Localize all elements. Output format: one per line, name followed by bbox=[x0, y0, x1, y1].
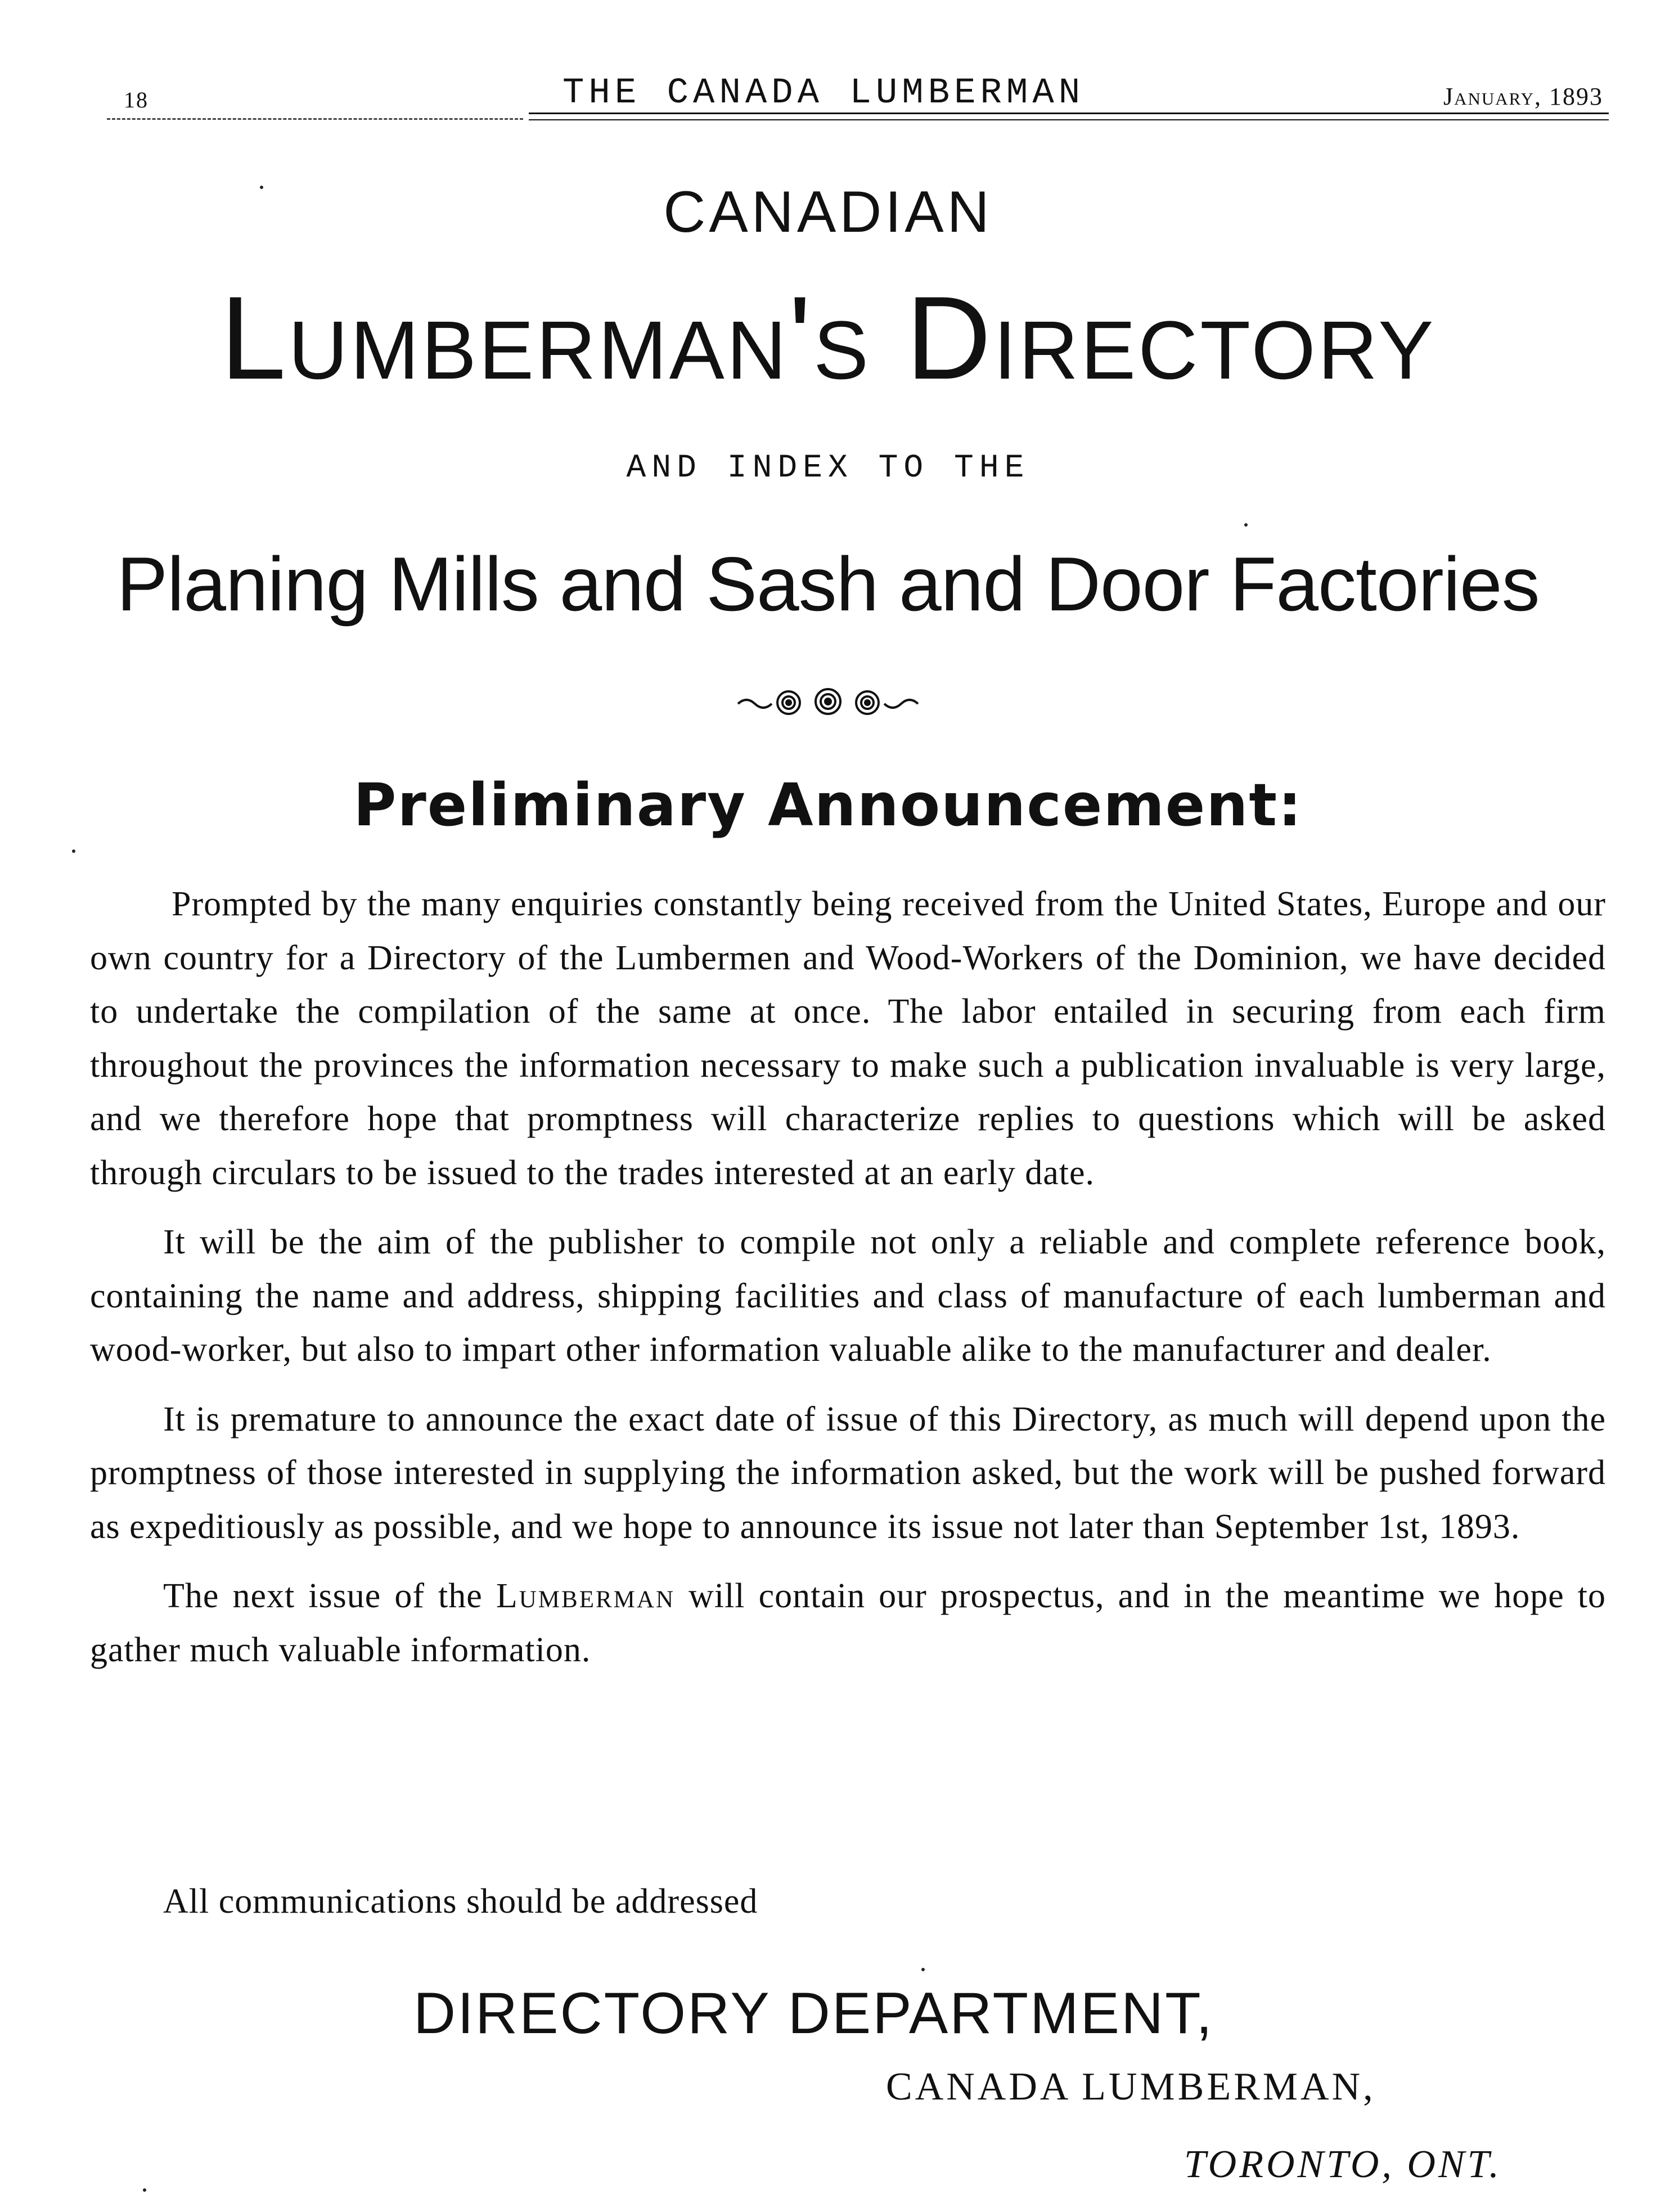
running-header bbox=[84, 68, 1609, 129]
page-number: 18 bbox=[124, 87, 148, 113]
announcement-heading: Preliminary Announcement: bbox=[353, 771, 1303, 839]
issue-date: January, 1893 bbox=[1443, 83, 1603, 110]
title-line-planing-mills: Planing Mills and Sash and Door Factories bbox=[116, 541, 1540, 627]
paragraph-text: The next issue of the bbox=[163, 1577, 496, 1615]
print-speck bbox=[72, 849, 75, 853]
address-city: TORONTO, ONT. bbox=[1184, 2143, 1502, 2186]
paragraph bbox=[90, 1570, 1606, 1677]
scroll-ornament-icon bbox=[0, 673, 1656, 729]
address-department: DIRECTORY DEPARTMENT, bbox=[413, 1981, 1214, 2046]
title-line-canadian: CANADIAN bbox=[663, 179, 993, 245]
print-speck bbox=[921, 1968, 925, 1971]
title-line-index: AND INDEX TO THE bbox=[626, 450, 1030, 487]
announcement-body bbox=[90, 878, 1606, 1693]
paragraph-text: will contain our prospectus, and in the meantime we hope to gather much valuable information. bbox=[90, 1577, 1606, 1669]
closing-line: All communications should be addressed bbox=[163, 1882, 758, 1921]
title-line-directory: Lumberman's Directory bbox=[220, 272, 1436, 404]
paragraph: It will be the aim of the publisher to compile not only a reliable and complete reference book, containing the name and address, shipping facilities and class of manufacture of each lumberman and wood-worker, but also to impart other information valuable alike to the manufacturer and dealer. bbox=[90, 1223, 1606, 1369]
paragraph: Prompted by the many enquiries constantly being received from the United States, Europe and our own country for a Directory of the Lumbermen and Wood-Workers of the Dominion, we have decided to undertake the compilation of the same at once. The labor entailed in securing from each firm throughout the provinces the information necessary to make such a publication invaluable is very large, and we therefore hope that promptness will characterize replies to questions which will be asked through circulars to be issued to the trades interested at an early date. bbox=[90, 885, 1606, 1192]
publication-reference: Lumberman bbox=[496, 1577, 676, 1615]
print-speck bbox=[260, 186, 263, 189]
publication-name: THE CANADA LUMBERMAN bbox=[562, 73, 1085, 114]
print-speck bbox=[1244, 523, 1248, 527]
header-rule bbox=[529, 113, 1609, 114]
print-speck bbox=[143, 2188, 146, 2192]
header-dashed-rule bbox=[107, 118, 523, 120]
address-paper: CANADA LUMBERMAN, bbox=[886, 2065, 1376, 2108]
header-rule-thin bbox=[529, 119, 1609, 120]
paragraph: It is premature to announce the exact date of issue of this Directory, as much will depend upon the promptness of those interested in supplying the information asked, but the work will be pushed forward as expeditiously as possible, and we hope to announce its issue not later than September 1st, 1893. bbox=[90, 1400, 1606, 1546]
